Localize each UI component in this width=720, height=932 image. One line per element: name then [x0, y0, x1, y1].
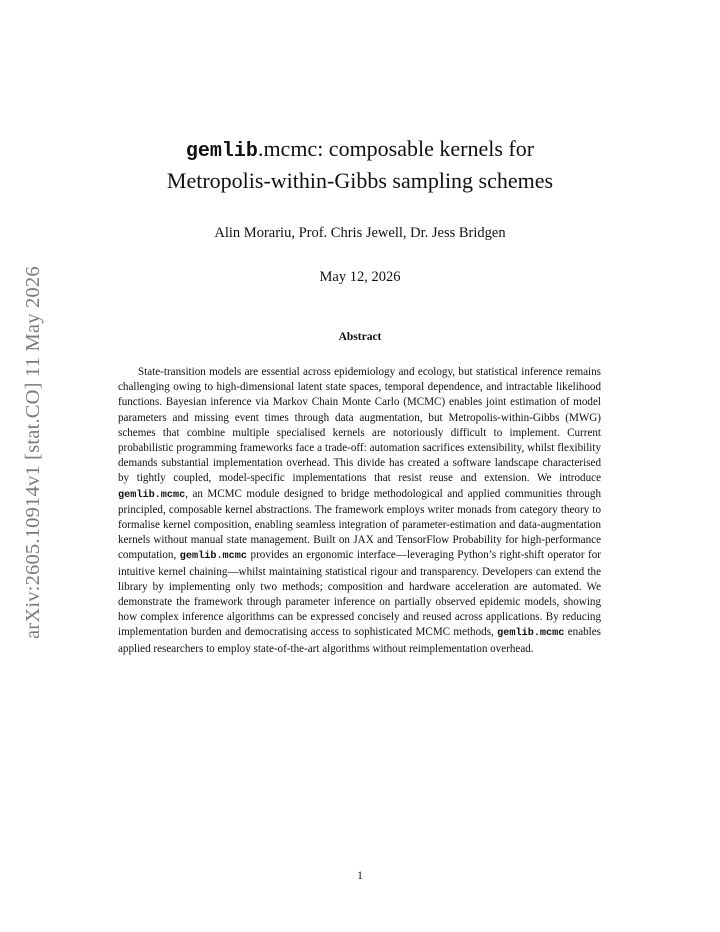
- abstract-code-package: gemlib.mcmc: [179, 551, 248, 563]
- title-line2: Metropolis-within-Gibbs sampling schemes: [166, 168, 554, 193]
- page-number: 1: [357, 870, 363, 882]
- title-package-name: gemlib: [185, 140, 258, 163]
- abstract-heading: Abstract: [338, 331, 382, 343]
- abstract-body: [118, 365, 601, 657]
- author-list: Alin Morariu, Prof. Chris Jewell, Dr. Jess Bridgen: [214, 225, 506, 241]
- title-line1-rest: .mcmc: composable kernels for: [257, 136, 535, 161]
- abstract-code-package: gemlib.mcmc: [118, 489, 186, 501]
- abstract-text-part3: provides an ergonomic interface—leveraging Python’s right-shift operator for intuitive kernel chaining—whilst maintaining statistical rigour and transparency. Developers can extend the library by implementing only two methods; composition and hardware acceleration are automated. We demonstrate the framework through parameter inference on partially observed epidemic models, showing how complex inference algorithms can be expressed concisely and reused across applications. By reducing implementation burden and democratising access to sophisticated MCMC methods,: [118, 549, 601, 639]
- publication-date: May 12, 2026: [319, 269, 401, 285]
- abstract-text-part4: enables applied researchers to employ state-of-the-art algorithms without reimplementation overhead.: [118, 626, 601, 655]
- abstract-text-part2: , an MCMC module designed to bridge methodological and applied communities through principled, composable kernel abstractions. The framework employs writer monads from category theory to formalise kernel composition, enabling seamless integration of parameter-estimation and data-augmentation kernels without manual state management. Built on JAX and TensorFlow Probability for high-performance computation,: [118, 487, 601, 562]
- abstract-text-part1: State-transition models are essential across epidemiology and ecology, but statistical inference remains challenging owing to high-dimensional latent state spaces, temporal dependence, and intractable likelihood functions. Bayesian inference via Markov Chain Monte Carlo (MCMC) enables joint estimation of model parameters and missing event times through data augmentation, but Metropolis-within-Gibbs (MWG) schemes that combine multiple specialised kernels are notoriously difficult to implement. Current probabilistic programming frameworks face a trade-off: automation sacrifices extensibility, whilst flexibility demands substantial implementation overhead. This divide has created a software landscape characterised by tightly coupled, model-specific implementations that resist reuse and extension. We introduce: [118, 366, 601, 485]
- abstract-code-package: gemlib.mcmc: [497, 628, 565, 640]
- paper-title: [100, 134, 620, 195]
- arxiv-identifier-sidebar[interactable]: arXiv:2605.10914v1 [stat.CO] 11 May 2026: [22, 266, 44, 640]
